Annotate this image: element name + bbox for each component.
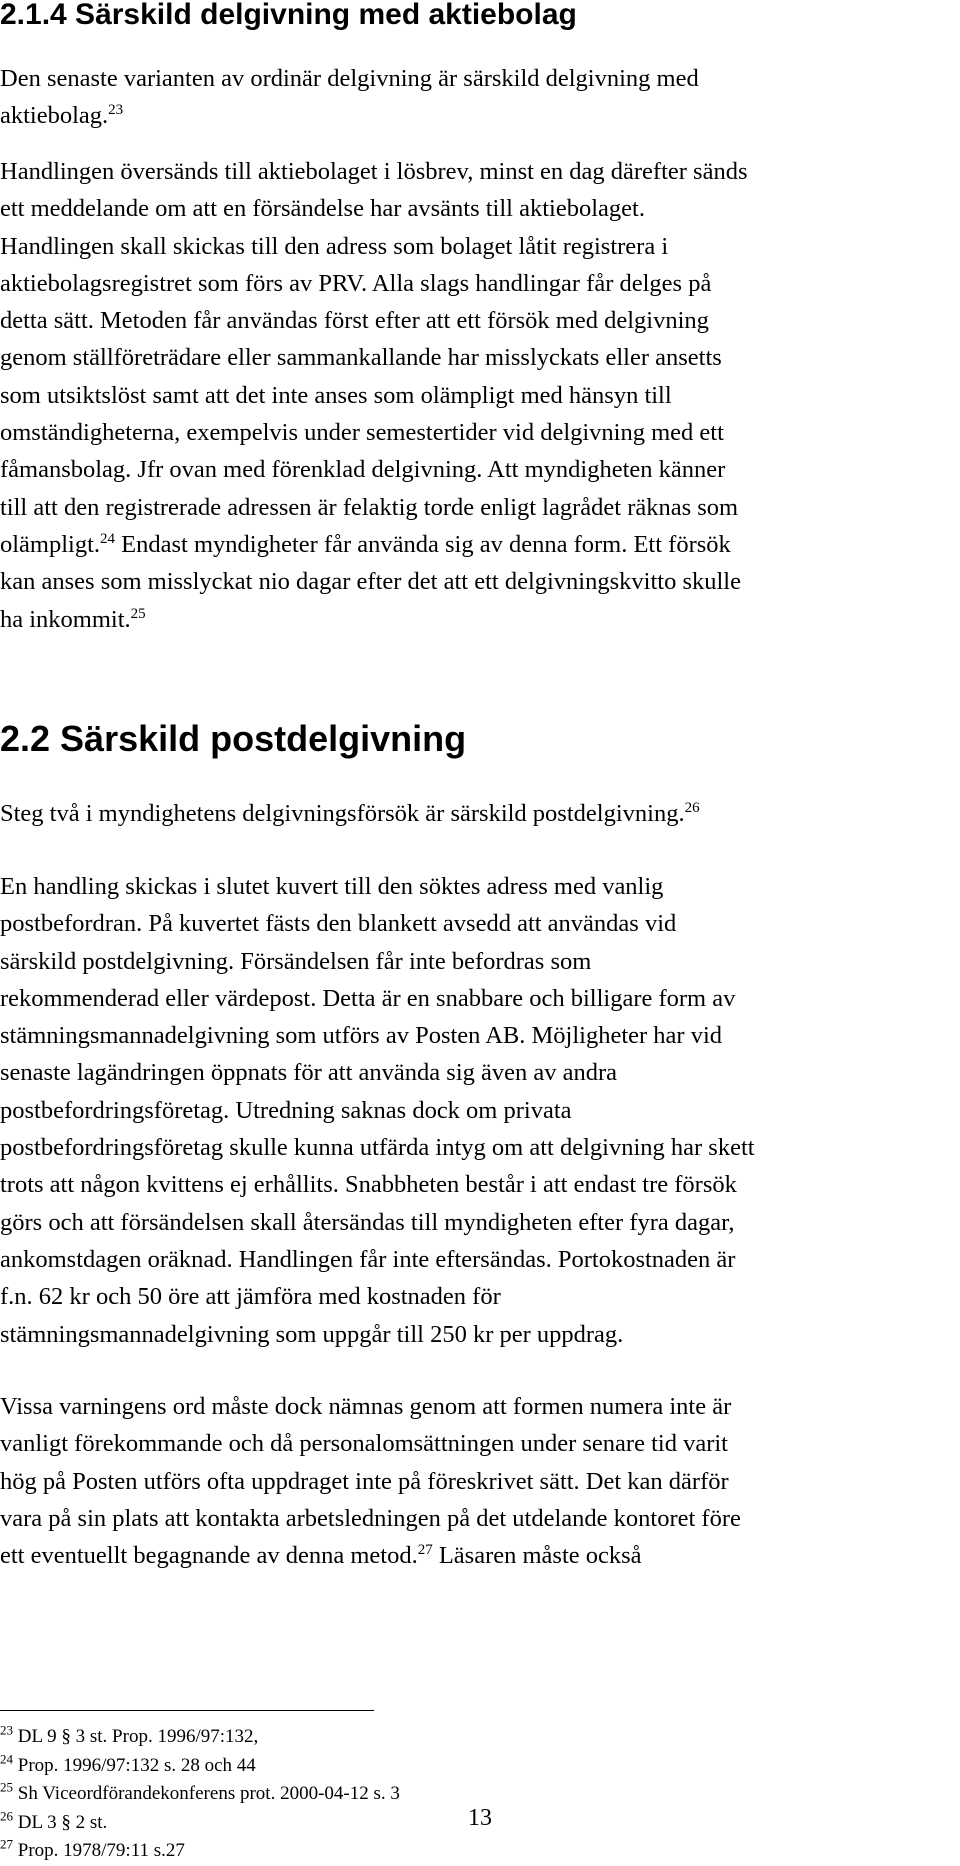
footnote-divider [0,1710,374,1711]
text-line: särskild postdelgivning. Försändelsen får inte befordras som [0,947,592,975]
paragraph-intro [0,60,935,135]
text-line: Den senaste varianten av ordinär delgivning är särskild delgivning med [0,65,699,92]
paragraph-body [0,153,935,638]
footnote-ref: 26 [684,799,700,816]
text-line: som utsiktslöst samt att det inte anses som olämpligt med hänsyn till [0,381,672,409]
text-line: postbefordringsföretag skulle kunna utfärda intyg om att delgivning har skett [0,1134,755,1162]
text-line: ett meddelande om att en försändelse har avsänts till aktiebolaget. [0,195,645,223]
footnote-ref: 27 [417,1542,433,1559]
footnote: $^{25}$ Sh Viceordförandekonferens prot. 2000-04-12 s. 3 [0,1779,400,1805]
text-line: Handlingen skall skickas till den adress som bolaget låtit registrera i [0,232,669,260]
section-heading: 2.1.4 Särskild delgivning med aktiebolag [0,0,577,31]
text-line: genom ställföreträdare eller sammankallande har misslyckats eller ansetts [0,344,722,372]
text-line: postbefordringsföretag. Utredning saknas dock om privata [0,1096,572,1124]
subsection-heading: 2.2 Särskild postdelgivning [0,718,467,759]
page-number: 13 [468,1805,492,1831]
text-line: postbefordran. På kuvertet fästs den blankett avsedd att användas vid [0,910,677,938]
text-line: rekommenderad eller värdepost. Detta är en snabbare och billigare form av [0,984,736,1012]
text-line: stämningsmannadelgivning som uppgår till 250 kr per uppdrag. [0,1320,624,1348]
text-line: hög på Posten utförs ofta uppdraget inte på föreskrivet sätt. Det kan därför [0,1467,729,1495]
footnote: $^{24}$ Prop. 1996/97:132 s. 28 och 44 [0,1751,256,1776]
text-line: kan anses som misslyckat nio dagar efter det att ett delgivningskvitto skulle [0,568,741,596]
text-line: Vissa varningens ord måste dock nämnas genom att formen numera inte är [0,1393,732,1420]
text-line: fåmansbolag. Jfr ovan med förenklad delgivning. Att myndigheten känner [0,456,726,484]
text-line: detta sätt. Metoden får användas först efter att ett försök med delgivning [0,307,709,335]
text-line: aktiebolag.$^{23}$ [0,102,124,130]
text-line: trots att någon kvittens ej erhållits. Snabbheten består i att endast tre försök [0,1171,737,1199]
text-line: ett eventuellt begagnande av denna metod.$^{27}$ Läsaren måste också [0,1542,642,1570]
text-line: olämpligt.$^{24}$ Endast myndigheter får använda sig av denna form. Ett försök [0,530,731,558]
text-line: Steg två i myndighetens delgivningsförsök är särskild postdelgivning.$^{26}$ [0,799,700,827]
text-line: ha inkommit.$^{25}$ [0,605,146,633]
paragraph-warning [0,1388,935,1574]
text-line: omständigheterna, exempelvis under semestertider vid delgivning med ett [0,419,724,447]
footnote: $^{26}$ DL 3 § 2 st. [0,1808,108,1833]
text-line: stämningsmannadelgivning som utförs av Posten AB. Möjligheter har vid [0,1022,722,1050]
text-line: görs och att försändelsen skall återsändas till myndigheten efter fyra dagar, [0,1208,735,1236]
text-line: till att den registrerade adressen är felaktig torde enligt lagrådet räknas som [0,493,739,521]
paragraph-intro-postal [0,795,935,832]
footnote-ref: 25 [130,605,146,622]
text-line: aktiebolagsregistret som förs av PRV. Alla slags handlingar får delges på [0,269,712,297]
footnotes [0,1723,400,1866]
text-line: vanligt förekommande och då personalomsättningen under senare tid varit [0,1430,728,1458]
text-line: ankomstdagen oräknad. Handlingen får inte eftersändas. Portokostnaden är [0,1245,736,1273]
footnote-ref: 24 [100,530,116,547]
text-line: senaste lagändringen öppnats för att använda sig även av andra [0,1059,618,1087]
text-line: vara på sin plats att kontakta arbetsledningen på det utdelande kontoret före [0,1504,741,1532]
text-line: Handlingen översänds till aktiebolaget i lösbrev, minst en dag därefter sänds [0,158,748,185]
paragraph-postal-body [0,868,935,1353]
footnote: $^{27}$ Prop. 1978/79:11 s.27 [0,1837,185,1862]
text-line: f.n. 62 kr och 50 öre att jämföra med kostnaden för [0,1283,501,1311]
footnote: $^{23}$ DL 9 § 3 st. Prop. 1996/97:132, [0,1722,259,1747]
text-line: En handling skickas i slutet kuvert till den söktes adress med vanlig [0,873,664,900]
footnote-ref: 23 [108,102,124,119]
